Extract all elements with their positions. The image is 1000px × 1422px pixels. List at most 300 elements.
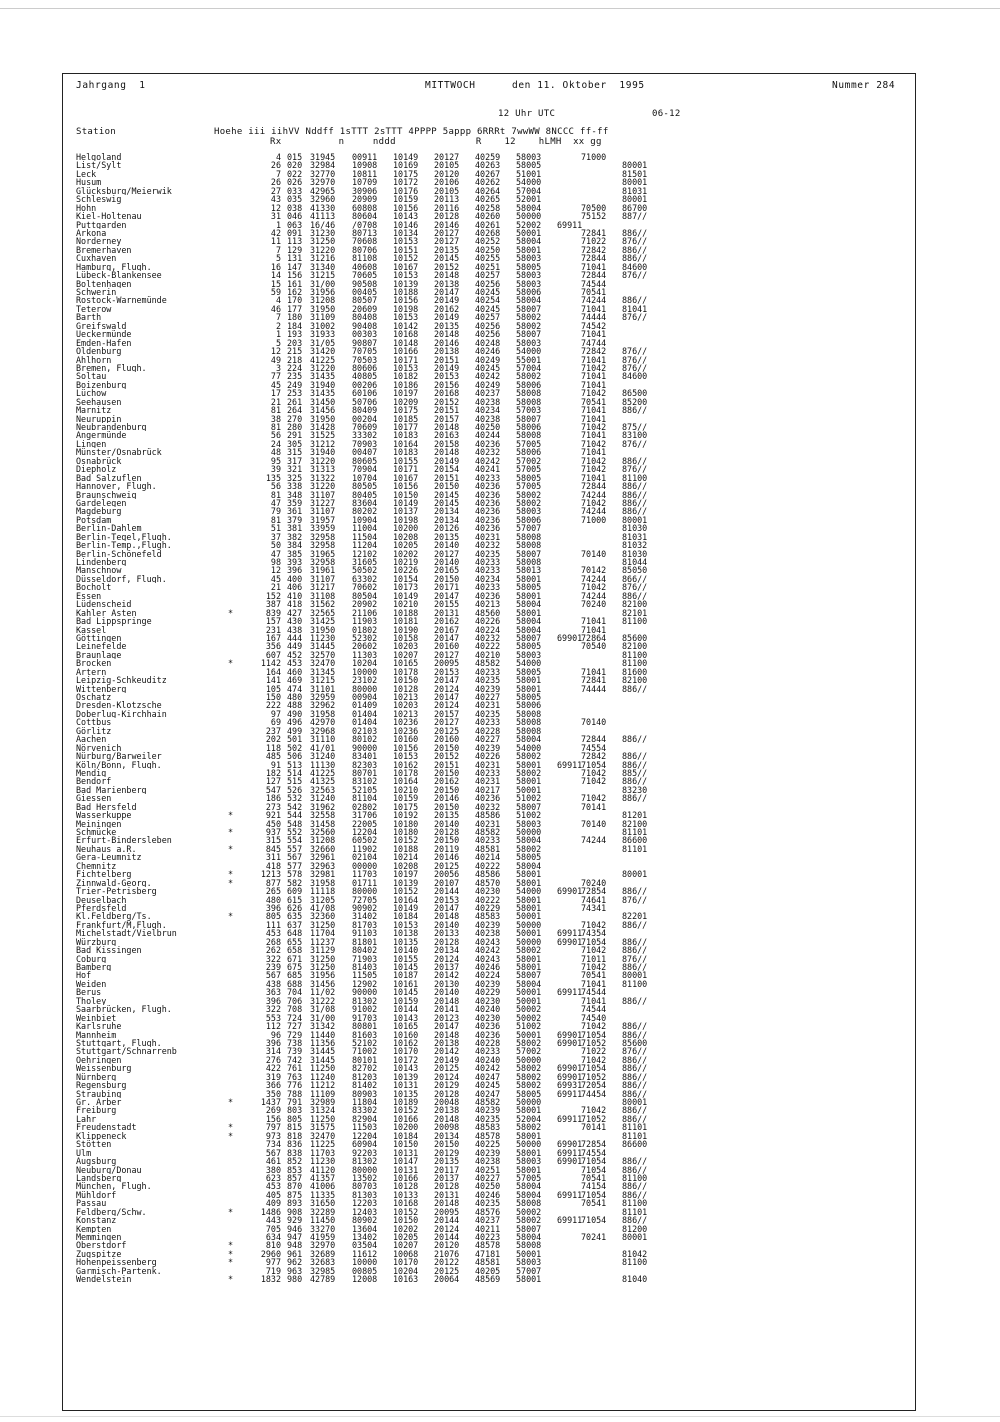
group-8nccc: 886//	[622, 1113, 648, 1124]
group-7wwww: 70240	[581, 599, 607, 610]
mountain-marker: *	[228, 869, 234, 880]
group-1sttt: 10149	[393, 902, 419, 913]
group-4pppp: 40242	[475, 371, 501, 382]
station-height: 59	[270, 287, 281, 297]
station-id: 948	[287, 1240, 303, 1251]
group-5appp: 58001	[516, 1147, 542, 1158]
group-iihvv: 11250	[310, 1113, 336, 1124]
group-5appp: 50002	[516, 1206, 542, 1217]
group-iihvv: 11240	[310, 1071, 336, 1082]
group-nddff: 33302	[352, 430, 378, 441]
group-2sttt: 20133	[434, 928, 460, 939]
station-id: 763	[287, 1071, 303, 1082]
group-7wwww: 71022	[581, 236, 607, 247]
group-2sttt: 20135	[434, 320, 460, 331]
station-id: 548	[287, 818, 303, 829]
group-iihvv: 31456	[310, 978, 336, 989]
station-name: Bad Marienberg	[76, 785, 147, 795]
station-name: Manschnow	[76, 566, 122, 575]
group-iihvv: 31101	[310, 683, 336, 694]
group-4pppp: 40213	[475, 599, 501, 610]
station-id: 532	[287, 793, 303, 804]
group-2sttt: 20146	[434, 793, 460, 804]
station-id: 261	[287, 396, 303, 407]
station-name: Saarbrücken, Flugh.	[76, 1005, 172, 1014]
station-height: 43	[270, 194, 281, 205]
group-5appp: 58002	[516, 1071, 542, 1082]
group-8nccc: 886//	[622, 244, 648, 255]
group-4pppp: 40247	[475, 1071, 501, 1082]
group-5appp: 58002	[516, 1122, 542, 1133]
station-name: Freiburg	[76, 1106, 117, 1115]
station-id: 788	[287, 1088, 303, 1099]
station-id: 020	[287, 160, 303, 171]
group-4pppp: 40222	[475, 641, 501, 652]
station-name: Memmingen	[76, 1233, 122, 1242]
station-height: 1486	[260, 1206, 281, 1217]
station-id: 348	[287, 489, 303, 500]
group-nddff: 82303	[352, 759, 378, 770]
group-7wwww: 71042	[581, 497, 607, 508]
station-name: Schleswig	[76, 195, 122, 204]
station-id: 393	[287, 557, 303, 567]
station-name: Chemnitz	[76, 861, 117, 871]
station-height: 50	[270, 540, 281, 551]
mountain-marker: *	[228, 658, 234, 669]
group-7wwww: 70141	[581, 801, 607, 812]
group-nddff: 71002	[352, 1046, 378, 1057]
group-2sttt: 20150	[434, 784, 460, 795]
group-2sttt: 20138	[434, 1037, 460, 1048]
group-2sttt: 20150	[434, 1139, 460, 1150]
group-4pppp: 40250	[475, 1181, 501, 1192]
station-height: 396	[265, 995, 281, 1006]
group-7wwww: 71042	[581, 464, 607, 475]
station-name: Lahr	[76, 1114, 97, 1124]
station-name: Trier-Petrisberg	[76, 887, 157, 896]
group-1sttt: 10143	[393, 1012, 419, 1023]
group-iihvv: 31324	[310, 1105, 336, 1116]
group-nddff: 90807	[352, 337, 378, 348]
group-nddff: 11703	[352, 869, 378, 880]
group-1sttt: 10156	[393, 742, 419, 753]
group-8nccc: 81100	[622, 978, 648, 989]
station-height: 485	[265, 751, 281, 762]
group-nddff: 80706	[352, 244, 378, 255]
group-5appp: 58008	[516, 708, 542, 719]
group-iihvv: 31205	[310, 894, 336, 905]
group-5appp: 58001	[516, 607, 542, 618]
group-nddff: 80605	[352, 455, 378, 466]
group-2sttt: 20150	[434, 573, 460, 584]
station-height: 95	[270, 455, 281, 466]
group-nddff: 83604	[352, 497, 378, 508]
station-height: 31	[270, 211, 281, 222]
station-height: 15	[270, 278, 281, 289]
group-4pppp: 48578	[475, 1240, 501, 1251]
group-2sttt: 20142	[434, 970, 460, 981]
group-nddff: 10704	[352, 472, 378, 483]
station-height: 845	[265, 843, 281, 854]
station-height: 112	[265, 1021, 281, 1032]
group-8nccc: 886//	[622, 962, 648, 972]
station-name: Bremen, Flugh.	[76, 363, 147, 373]
station-name: Soltau	[76, 372, 107, 381]
group-8nccc: 886//	[622, 793, 648, 804]
group-8nccc: 80001	[622, 160, 648, 171]
station-name: Tholey	[76, 996, 107, 1006]
group-iihvv: 11704	[310, 928, 336, 939]
utc-label: 12 Uhr UTC	[498, 109, 556, 119]
group-4pppp: 40230	[475, 1012, 501, 1023]
group-iihvv: 32770	[310, 168, 336, 179]
group-iihvv: 31525	[310, 430, 336, 441]
group-4pppp: 40205	[475, 1265, 501, 1276]
group-6rrrt: 69901	[557, 1063, 583, 1074]
station-id: 338	[287, 481, 303, 492]
station-id: 870	[287, 1181, 303, 1192]
group-7wwww: 74744	[581, 337, 607, 348]
station-height: 135	[265, 472, 281, 483]
station-id: 033	[287, 185, 303, 196]
column-codes-subheader: Rx n nddd R 12 hLMH xx gg	[270, 137, 602, 147]
group-4pppp: 40231	[475, 818, 501, 829]
group-nddff: 10904	[352, 514, 378, 525]
group-8nccc: 886//	[622, 1189, 648, 1200]
group-nddff: 83302	[352, 1105, 378, 1116]
group-nddff: 11504	[352, 531, 378, 542]
station-id: 815	[287, 1122, 303, 1133]
group-1sttt: 10210	[393, 784, 419, 795]
group-2sttt: 20138	[434, 346, 460, 357]
group-nddff: 80102	[352, 734, 378, 745]
station-name: Zinnwald-Georg.	[76, 878, 152, 888]
group-2sttt: 20120	[434, 1240, 460, 1251]
group-8nccc: 81030	[622, 548, 648, 559]
station-name: Puttgarden	[76, 220, 127, 229]
group-7wwww: 71041	[581, 261, 607, 272]
group-8nccc: 83230	[622, 784, 648, 795]
group-5appp: 58005	[516, 641, 542, 652]
group-7wwww: 71041	[581, 413, 607, 424]
group-5appp: 58003	[516, 818, 542, 829]
group-iihvv: 31950	[310, 624, 336, 635]
group-8nccc: 886//	[622, 481, 648, 492]
group-iihvv: 32958	[310, 531, 336, 542]
group-2sttt: 20148	[434, 1029, 460, 1040]
group-6rrrt: 69901	[557, 1139, 583, 1150]
group-nddff: 20609	[352, 303, 378, 314]
group-iihvv: 42789	[310, 1274, 336, 1285]
station-name: Weiden	[76, 979, 107, 989]
group-4pppp: 40256	[475, 329, 501, 340]
group-4pppp: 40240	[475, 1054, 501, 1065]
station-height: 567	[265, 1147, 281, 1158]
group-2sttt: 21076	[434, 1248, 460, 1259]
group-5appp: 58003	[516, 278, 542, 289]
station-id: 980	[287, 1274, 303, 1285]
station-height: 81	[270, 405, 281, 416]
group-2sttt: 20151	[434, 759, 460, 770]
station-name: Gardelegen	[76, 498, 127, 508]
group-2sttt: 20129	[434, 1080, 460, 1091]
group-5appp: 58004	[516, 1181, 542, 1192]
group-nddff: 01404	[352, 708, 378, 719]
group-2sttt: 20120	[434, 168, 460, 179]
group-4pppp: 40238	[475, 928, 501, 939]
group-nddff: 11303	[352, 649, 378, 660]
group-5appp: 57005	[516, 438, 542, 449]
group-5appp: 58001	[516, 683, 542, 694]
station-id: 015	[287, 152, 303, 162]
group-5appp: 58003	[516, 152, 542, 162]
group-7wwww: 70141	[581, 1122, 607, 1133]
group-4pppp: 40250	[475, 422, 501, 432]
group-nddff: 81203	[352, 1071, 378, 1082]
station-name: Bad Salzuflen	[76, 473, 142, 483]
station-name: Mendig	[76, 768, 107, 778]
station-id: 946	[287, 1223, 303, 1234]
group-5appp: 58002	[516, 751, 542, 762]
group-nddff: 12204	[352, 827, 378, 837]
group-4pppp: 40258	[475, 202, 501, 213]
group-7wwww: 74542	[581, 320, 607, 331]
group-1sttt: 10175	[393, 168, 419, 179]
group-5appp: 58005	[516, 1088, 542, 1099]
group-7wwww: 71042	[581, 438, 607, 449]
group-5appp: 58003	[516, 337, 542, 348]
group-nddff: 31402	[352, 911, 378, 922]
group-1sttt: 10200	[393, 523, 419, 534]
group-5appp: 54000	[516, 742, 542, 753]
group-5appp: 58005	[516, 692, 542, 702]
group-iihvv: 31956	[310, 287, 336, 297]
group-4pppp: 40264	[475, 185, 501, 196]
group-nddff: 60904	[352, 1139, 378, 1150]
group-5appp: 58001	[516, 776, 542, 787]
station-name: Kempten	[76, 1224, 112, 1234]
group-iihvv: 31250	[310, 236, 336, 247]
group-5appp: 58001	[516, 244, 542, 255]
group-7wwww: 71052	[581, 1037, 607, 1048]
group-8nccc: 80001	[622, 1097, 648, 1107]
group-1sttt: 10153	[393, 236, 419, 247]
group-5appp: 58008	[516, 396, 542, 407]
group-nddff: 81402	[352, 1080, 378, 1091]
group-1sttt: 10197	[393, 388, 419, 399]
station-id: 671	[287, 953, 303, 964]
group-iihvv: 31425	[310, 616, 336, 627]
group-nddff: 11804	[352, 1097, 378, 1107]
station-id: 838	[287, 1147, 303, 1158]
station-id: 552	[287, 827, 303, 837]
group-1sttt: 10176	[393, 185, 419, 196]
group-2sttt: 20160	[434, 641, 460, 652]
station-id: 742	[287, 1054, 303, 1065]
station-id: 317	[287, 455, 303, 466]
station-name: Cuxhaven	[76, 254, 117, 263]
group-4pppp: 40237	[475, 1215, 501, 1226]
group-nddff: 52302	[352, 632, 378, 643]
group-iihvv: 41006	[310, 1181, 336, 1192]
group-8nccc: 81040	[622, 1274, 648, 1285]
group-2sttt: 20128	[434, 1088, 460, 1099]
group-4pppp: 40246	[475, 1189, 501, 1200]
station-id: 270	[287, 413, 303, 424]
group-iihvv: 31/00	[310, 1012, 336, 1023]
station-name: Bad Lippspringe	[76, 617, 152, 626]
group-2sttt: 20150	[434, 742, 460, 753]
group-7wwww: 71042	[581, 767, 607, 778]
group-iihvv: 11109	[310, 1088, 336, 1099]
station-name: Husum	[76, 178, 102, 187]
group-2sttt: 20149	[434, 455, 460, 466]
group-1sttt: 10182	[393, 371, 419, 382]
mountain-marker: *	[228, 810, 234, 821]
station-name: Bocholt	[76, 583, 112, 592]
group-7wwww: 74244	[581, 835, 607, 846]
station-height: 409	[265, 1198, 281, 1209]
station-id: 129	[287, 244, 303, 255]
group-5appp: 58007	[516, 632, 542, 643]
group-8nccc: 876//	[622, 362, 648, 373]
group-2sttt: 20056	[434, 869, 460, 880]
group-nddff: 20909	[352, 194, 378, 205]
group-7wwww: 72854	[581, 1139, 607, 1150]
station-id: 637	[287, 919, 303, 930]
group-2sttt: 20137	[434, 1172, 460, 1183]
station-name: Ulm	[76, 1148, 92, 1158]
station-id: 046	[287, 211, 303, 222]
group-5appp: 51001	[516, 168, 542, 179]
group-5appp: 57005	[516, 1172, 542, 1183]
station-name: Stötten	[76, 1140, 112, 1149]
station-height: 111	[265, 919, 281, 930]
group-5appp: 58007	[516, 970, 542, 981]
group-2sttt: 20126	[434, 523, 460, 534]
group-2sttt: 20149	[434, 362, 460, 373]
group-iihvv: 31220	[310, 362, 336, 373]
group-iihvv: 32683	[310, 1257, 336, 1268]
station-id: 193	[287, 329, 303, 340]
group-7wwww: 70140	[581, 548, 607, 559]
group-5appp: 58001	[516, 1164, 542, 1175]
group-4pppp: 40246	[475, 346, 501, 357]
group-iihvv: 31428	[310, 422, 336, 432]
group-iihvv: 32563	[310, 784, 336, 795]
group-1sttt: 10155	[393, 953, 419, 964]
group-1sttt: 10163	[393, 1274, 419, 1285]
station-id: 893	[287, 1198, 303, 1209]
group-5appp: 58001	[516, 962, 542, 972]
station-height: 453	[265, 928, 281, 939]
group-8nccc: 81600	[622, 666, 648, 677]
station-id: 961	[287, 1248, 303, 1259]
group-4pppp: 40211	[475, 1223, 501, 1234]
group-nddff: 31706	[352, 810, 378, 821]
group-iihvv: 11/02	[310, 987, 336, 998]
group-2sttt: 20147	[434, 902, 460, 913]
group-nddff: 10204	[352, 658, 378, 669]
group-4pppp: 48586	[475, 869, 501, 880]
group-iihvv: 31940	[310, 447, 336, 458]
group-2sttt: 20140	[434, 987, 460, 998]
group-1sttt: 10214	[393, 852, 419, 863]
station-height: 239	[265, 962, 281, 972]
group-7wwww: 72864	[581, 632, 607, 643]
station-name: Lübeck-Blankensee	[76, 271, 162, 280]
station-height: 81	[270, 489, 281, 500]
group-4pppp: 40263	[475, 160, 501, 171]
mountain-marker: *	[228, 1206, 234, 1217]
station-id: 853	[287, 1164, 303, 1175]
group-nddff: 71903	[352, 953, 378, 964]
station-id: 836	[287, 1139, 303, 1150]
station-id: 280	[287, 422, 303, 432]
group-4pppp: 40249	[475, 379, 501, 390]
station-height: 56	[270, 430, 281, 441]
group-1sttt: 10167	[393, 261, 419, 272]
group-2sttt: 20150	[434, 835, 460, 846]
group-5appp: 58003	[516, 270, 542, 281]
station-height: 2960	[260, 1248, 281, 1259]
group-7wwww: 71041	[581, 666, 607, 677]
station-height: 977	[265, 1257, 281, 1268]
station-height: 607	[265, 649, 281, 660]
station-name: Münster/Osnabrück	[76, 448, 162, 457]
station-height: 734	[265, 1139, 281, 1150]
station-name: Berus	[76, 988, 102, 997]
group-5appp: 52002	[516, 219, 542, 230]
station-height: 45	[270, 573, 281, 584]
group-6rrrt: 69901	[557, 1029, 583, 1040]
station-id: 253	[287, 388, 303, 399]
group-1sttt: 10172	[393, 1054, 419, 1065]
group-2sttt: 20150	[434, 767, 460, 778]
group-iihvv: 31313	[310, 464, 336, 475]
station-name: Würzburg	[76, 937, 117, 947]
station-name: Nürburg/Barweiler	[76, 752, 162, 761]
group-4pppp: 40233	[475, 557, 501, 567]
date-label: den 11. Oktober 1995	[512, 80, 645, 91]
station-name: Köln/Bonn, Flugh.	[76, 760, 162, 769]
group-2sttt: 20147	[434, 590, 460, 601]
group-4pppp: 40242	[475, 1063, 501, 1074]
group-4pppp: 40239	[475, 919, 501, 930]
group-5appp: 58004	[516, 1189, 542, 1200]
group-7wwww: 72054	[581, 1080, 607, 1091]
mountain-marker: *	[228, 1122, 234, 1133]
group-4pppp: 40235	[475, 708, 501, 719]
station-id: 515	[287, 776, 303, 787]
group-nddff: 20902	[352, 599, 378, 610]
station-height: 1213	[260, 869, 281, 880]
group-nddff: 70608	[352, 236, 378, 247]
group-1sttt: 10192	[393, 810, 419, 821]
group-nddff: 80507	[352, 295, 378, 306]
group-2sttt: 20124	[434, 953, 460, 964]
group-nddff: 00805	[352, 1265, 378, 1276]
station-height: 5	[275, 337, 281, 348]
station-name: Schmücke	[76, 828, 117, 837]
station-name: Neubrandenburg	[76, 423, 147, 432]
group-2sttt: 20095	[434, 658, 460, 669]
group-1sttt: 10203	[393, 700, 419, 711]
group-2sttt: 20105	[434, 185, 460, 196]
group-7wwww: 71042	[581, 1105, 607, 1116]
group-4pppp: 40243	[475, 953, 501, 964]
station-height: 21	[270, 582, 281, 593]
